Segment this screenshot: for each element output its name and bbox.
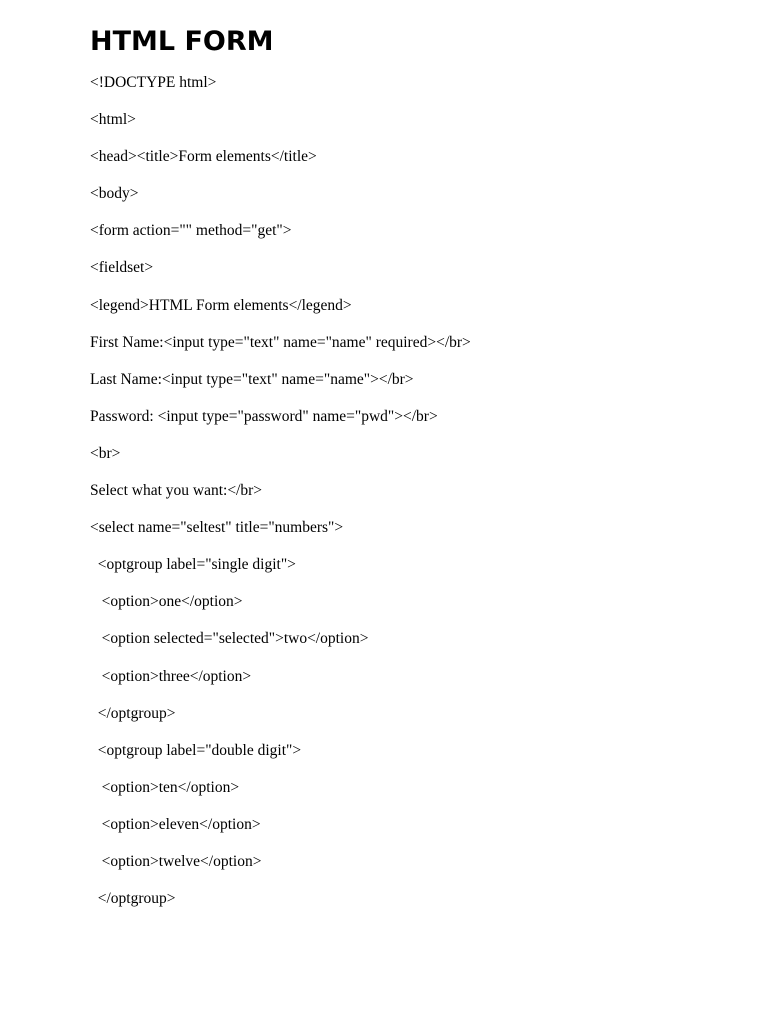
code-line: <body> — [90, 185, 139, 203]
code-line: <legend>HTML Form elements</legend> — [90, 296, 352, 314]
code-line: </optgroup> — [90, 704, 176, 722]
code-listing — [90, 73, 471, 926]
code-line: <option>eleven</option> — [90, 815, 261, 833]
code-line: <fieldset> — [90, 259, 154, 277]
code-line: <option>twelve</option> — [90, 852, 262, 870]
code-line: <option selected="selected">two</option> — [90, 630, 369, 648]
code-line: <optgroup label="single digit"> — [90, 556, 296, 574]
code-line: <option>ten</option> — [90, 778, 240, 796]
code-line: First Name:<input type="text" name="name" required></br> — [90, 333, 471, 351]
code-line: <option>three</option> — [90, 667, 252, 685]
code-line: <form action="" method="get"> — [90, 222, 292, 240]
code-line: <option>one</option> — [90, 593, 243, 611]
code-line: <head><title>Form elements</title> — [90, 148, 317, 166]
code-line: </optgroup> — [90, 890, 176, 908]
code-line: <br> — [90, 444, 121, 462]
code-line: Select what you want:</br> — [90, 482, 263, 500]
code-line: Password: <input type="password" name="pwd"></br> — [90, 407, 438, 425]
code-line: <html> — [90, 111, 136, 129]
code-line: Last Name:<input type="text" name="name"></br> — [90, 370, 414, 388]
code-line: <!DOCTYPE html> — [90, 74, 217, 91]
document-title: HTML FORM — [90, 26, 274, 57]
code-line: <optgroup label="double digit"> — [90, 741, 302, 759]
code-line: <select name="seltest" title="numbers"> — [90, 519, 344, 537]
